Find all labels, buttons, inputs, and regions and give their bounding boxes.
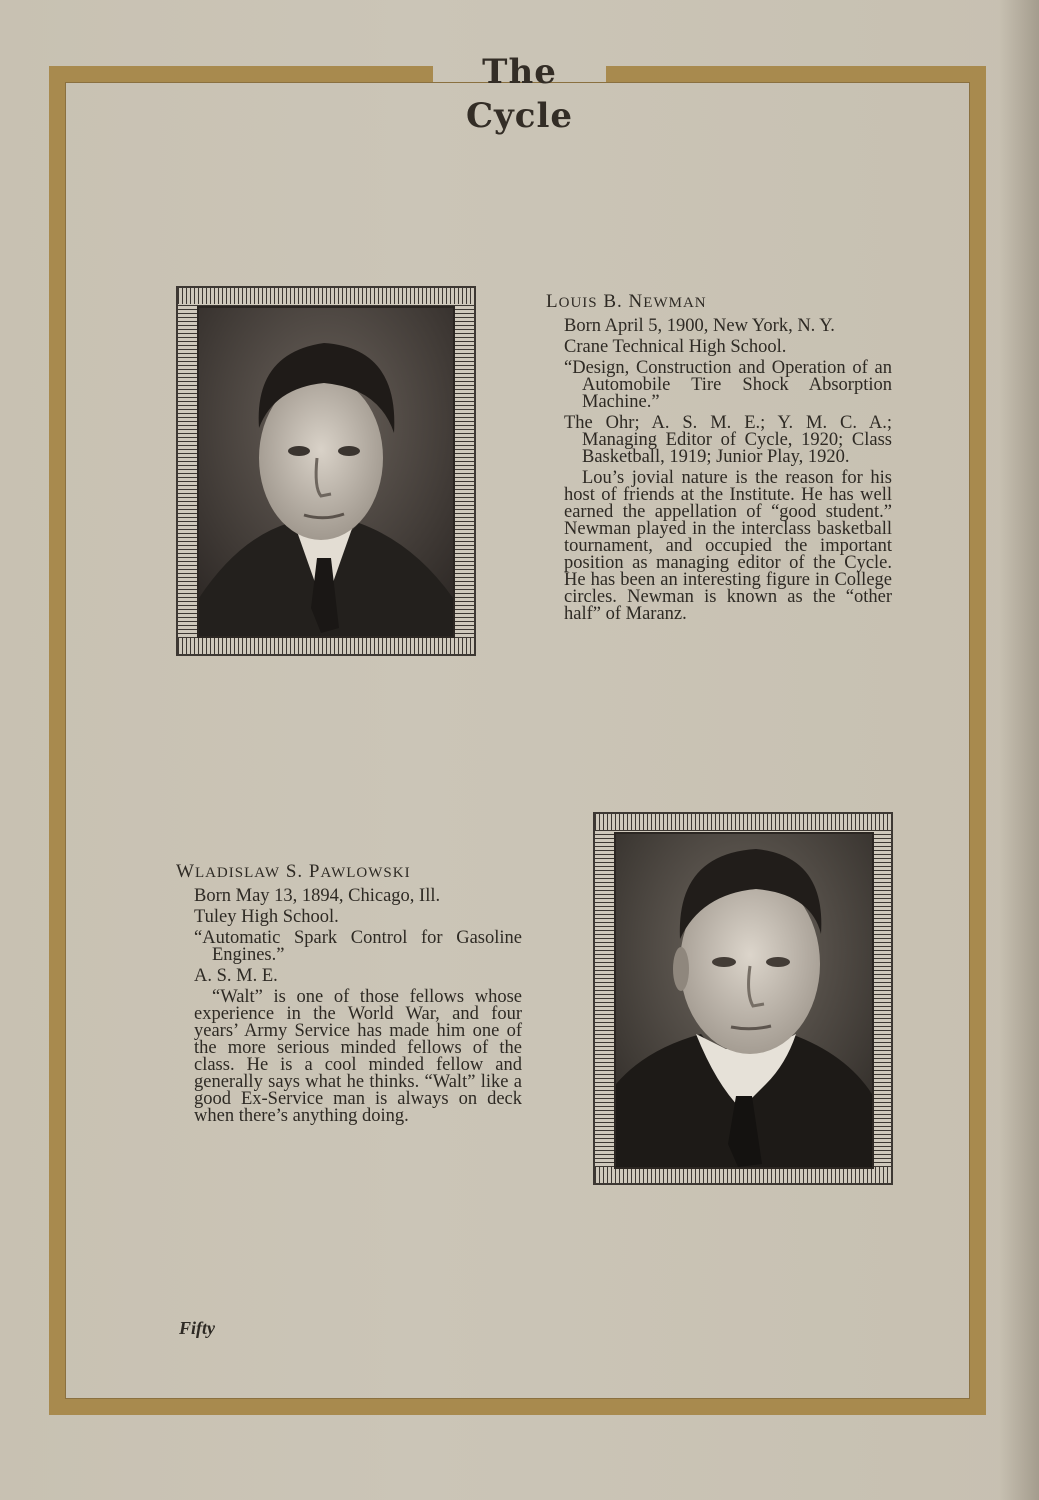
page-edge-shadow	[999, 0, 1039, 1500]
bio-block-pawlowski	[176, 863, 522, 1125]
activities-newman: The Ohr; A. S. M. E.; Y. M. C. A.; Managing Editor of Cycle, 1920; Class Basketball, 1919; Junior Play, 1920.	[564, 413, 892, 467]
activities-pawlowski: A. S. M. E.	[194, 966, 278, 986]
birth-info-pawlowski: Born May 13, 1894, Chicago, Ill.	[194, 886, 441, 906]
gold-border-top-right	[606, 66, 986, 82]
biography-newman: Lou’s jovial nature is the reason for his host of friends at the Institute. He has well earned the appellation of “good student.” Newman played in the interclass basketball tournament, and occupied the important position as managing editor of the Cycle. He has been an interesting figure in College circles. Newman is known as the “other half” of Maranz.	[564, 468, 892, 624]
thesis-newman: “Design, Construction and Operation of an Automobile Tire Shock Absorption Machine.”	[564, 358, 892, 412]
portrait-photo-newman	[197, 306, 455, 638]
student-name-pawlowski: WLADISLAW S. PAWLOWSKI	[176, 861, 411, 882]
portrait-frame-pawlowski	[593, 812, 893, 1185]
page-header-title: The Cycle	[465, 52, 574, 136]
portrait-frame-newman	[176, 286, 476, 656]
student-name-newman: LOUIS B. NEWMAN	[546, 291, 707, 312]
thesis-pawlowski: “Automatic Spark Control for Gasoline Engines.”	[194, 928, 522, 965]
gold-border-top-left	[49, 66, 433, 82]
inner-rule	[65, 82, 970, 1399]
bio-block-newman	[546, 293, 892, 623]
portrait-photo-pawlowski	[614, 832, 874, 1169]
birth-info-newman: Born April 5, 1900, New York, N. Y.	[564, 316, 835, 336]
school-newman: Crane Technical High School.	[564, 337, 787, 357]
page-number: Fifty	[179, 1318, 215, 1338]
school-pawlowski: Tuley High School.	[194, 907, 339, 927]
biography-pawlowski: “Walt” is one of those fellows whose experience in the World War, and four years’ Army Service has made him one of the more serious minded fellows of the class. He is a cool minded fellow and generally says what he thinks. “Walt” like a good Ex-Service man is always on deck when there’s anything doing.	[194, 987, 522, 1126]
